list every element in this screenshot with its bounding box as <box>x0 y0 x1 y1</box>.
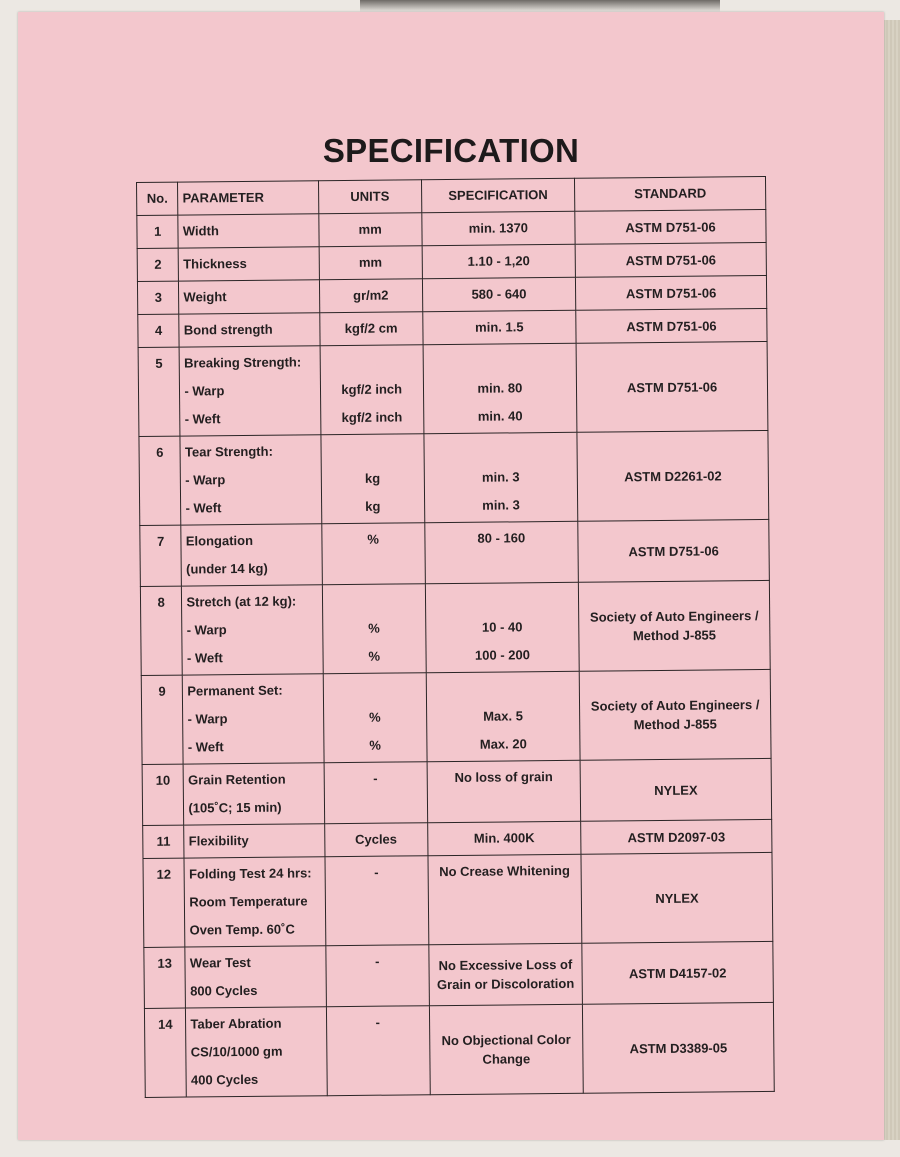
parameter-line: - Warp <box>187 711 228 727</box>
spec-cell: min. 1370 <box>421 211 575 245</box>
units-line: kg <box>364 470 381 486</box>
spec-cell <box>429 1004 583 1094</box>
row-number: 14 <box>144 1008 186 1097</box>
units-cell: mm <box>319 213 422 247</box>
spec-cell <box>426 671 580 761</box>
row-number: 13 <box>144 947 186 1008</box>
standard-cell: ASTM D751-06 <box>576 341 768 432</box>
standard-cell <box>579 669 771 760</box>
row-number: 6 <box>139 436 181 525</box>
spec-cell: min. 1.5 <box>422 310 576 344</box>
units-cell: Cycles <box>324 823 427 857</box>
standard-line: Method J-855 <box>633 716 717 733</box>
spec-cell <box>423 343 577 433</box>
parameter-cell <box>181 524 322 586</box>
spec-cell: No loss of grain <box>427 760 581 822</box>
parameter-cell <box>183 674 324 764</box>
table-row <box>141 669 771 764</box>
standard-cell: ASTM D751-06 <box>576 308 767 343</box>
standard-cell: ASTM D751-06 <box>576 275 767 310</box>
units-line: % <box>368 648 381 664</box>
parameter-line: 800 Cycles <box>190 982 258 999</box>
parameter-line: - Weft <box>185 500 222 516</box>
parameter-line: CS/10/1000 gm <box>190 1043 283 1060</box>
units-cell: - <box>326 945 430 1007</box>
parameter-line: Oven Temp. 60˚C <box>189 921 295 938</box>
units-cell: gr/m2 <box>319 279 422 313</box>
spec-cell: 580 - 640 <box>422 277 576 311</box>
spec-line: No Excessive Loss of <box>438 956 573 974</box>
spec-line: No Objectional Color <box>441 1031 571 1049</box>
spec-line: min. 3 <box>481 469 520 485</box>
units-cell <box>323 673 427 763</box>
parameter-line: Breaking Strength: <box>184 354 302 371</box>
units-cell: - <box>326 1006 430 1096</box>
parameter-cell <box>182 585 323 675</box>
header-no: No. <box>137 182 179 215</box>
row-number: 10 <box>142 764 184 825</box>
parameter-cell: Flexibility <box>184 824 325 858</box>
table-row <box>142 758 772 825</box>
row-number: 9 <box>141 675 183 764</box>
row-number: 12 <box>143 858 185 947</box>
units-line: % <box>368 620 380 636</box>
row-number: 5 <box>138 347 180 436</box>
parameter-cell: Width <box>178 214 319 248</box>
row-number: 2 <box>137 248 179 281</box>
standard-cell: ASTM D4157-02 <box>582 941 773 1004</box>
header-specification: SPECIFICATION <box>421 178 575 212</box>
parameter-cell <box>184 857 325 947</box>
parameter-line: - Warp <box>186 622 227 638</box>
row-number: 4 <box>138 314 180 347</box>
table-row <box>139 430 769 525</box>
units-line: % <box>369 737 381 753</box>
units-cell <box>320 345 424 435</box>
parameter-line: Room Temperature <box>189 893 308 910</box>
units-line: kgf/2 inch <box>341 381 403 398</box>
parameter-line: - Weft <box>187 739 224 755</box>
parameter-line: Grain Retention <box>188 771 286 788</box>
parameter-cell <box>179 346 320 436</box>
standard-cell: ASTM D2261-02 <box>577 430 769 521</box>
header-standard: STANDARD <box>575 176 766 211</box>
parameter-cell <box>183 763 324 825</box>
header-units: UNITS <box>318 180 421 214</box>
table-row <box>143 852 773 947</box>
standard-cell: NYLEX <box>581 852 773 943</box>
standard-cell: ASTM D2097-03 <box>581 819 772 854</box>
scan-shadow <box>360 0 720 12</box>
table-row <box>144 941 774 1008</box>
spec-line: 100 - 200 <box>474 647 531 663</box>
standard-cell <box>579 580 771 671</box>
parameter-line: Taber Abration <box>190 1015 282 1032</box>
units-line: kgf/2 inch <box>341 409 403 426</box>
units-line: kg <box>365 498 381 514</box>
page-title: SPECIFICATION <box>322 132 580 169</box>
standard-cell: ASTM D751-06 <box>575 209 766 244</box>
specification-table <box>136 176 775 1098</box>
row-number: 8 <box>140 586 182 675</box>
parameter-line: Folding Test 24 hrs: <box>188 865 312 882</box>
units-cell: - <box>325 856 429 946</box>
spec-cell <box>429 943 583 1005</box>
units-cell: kgf/2 cm <box>319 312 422 346</box>
standard-line: Method J-855 <box>632 627 717 644</box>
parameter-cell: Thickness <box>179 247 320 281</box>
parameter-line: Elongation <box>185 532 254 549</box>
table-row <box>140 580 770 675</box>
spec-cell: 80 - 160 <box>424 521 578 583</box>
standard-line: Society of Auto Engineers / <box>589 608 759 625</box>
parameter-line: Tear Strength: <box>184 443 273 460</box>
header-parameter: PARAMETER <box>178 181 319 215</box>
row-number: 1 <box>137 215 179 248</box>
units-cell: - <box>324 762 428 824</box>
parameter-line: - Warp <box>185 472 226 488</box>
units-cell: mm <box>319 246 422 280</box>
spec-line: Max. 5 <box>483 708 523 724</box>
units-line: % <box>368 709 381 725</box>
table-row <box>144 1002 774 1097</box>
standard-cell: NYLEX <box>580 758 771 821</box>
standard-cell: ASTM D751-06 <box>578 519 769 582</box>
parameter-cell <box>186 1007 327 1097</box>
parameter-line: - Weft <box>186 650 223 666</box>
standard-cell: ASTM D751-06 <box>575 242 766 277</box>
standard-line: Society of Auto Engineers / <box>590 697 760 714</box>
parameter-line: Stretch (at 12 kg): <box>186 593 297 610</box>
spec-line: min. 80 <box>477 380 523 396</box>
parameter-line: (under 14 kg) <box>186 560 268 577</box>
spec-line: Max. 20 <box>479 736 527 752</box>
parameter-line: 400 Cycles <box>190 1071 259 1088</box>
spec-cell: Min. 400K <box>427 821 581 855</box>
parameter-line: (105˚C; 15 min) <box>188 799 282 816</box>
parameter-line: - Warp <box>184 383 225 399</box>
spec-cell <box>425 582 579 672</box>
table-row <box>138 341 768 436</box>
parameter-line: Permanent Set: <box>187 682 283 699</box>
spec-line: Change <box>482 1051 531 1067</box>
standard-cell: ASTM D3389-05 <box>583 1002 775 1093</box>
spec-line: min. 3 <box>482 497 520 513</box>
units-cell <box>321 434 425 524</box>
spec-cell <box>424 432 578 522</box>
parameter-cell: Bond strength <box>179 313 320 347</box>
parameter-line: Wear Test <box>189 954 251 971</box>
row-number: 11 <box>143 825 185 858</box>
document-page <box>18 12 884 1140</box>
units-cell <box>322 584 426 674</box>
spec-line: 10 - 40 <box>481 619 523 635</box>
table-row <box>140 519 770 586</box>
spec-cell: 1.10 - 1,20 <box>422 244 576 278</box>
spec-line: Grain or Discoloration <box>436 975 575 993</box>
row-number: 3 <box>137 281 179 314</box>
spec-line: min. 40 <box>477 408 523 424</box>
parameter-cell <box>180 435 321 525</box>
row-number: 7 <box>140 525 182 586</box>
units-cell: % <box>322 523 426 585</box>
parameter-cell: Weight <box>179 280 320 314</box>
spec-cell: No Crease Whitening <box>428 854 582 944</box>
parameter-cell <box>185 946 326 1008</box>
parameter-line: - Weft <box>184 411 221 427</box>
scan-background-strip <box>884 20 900 1140</box>
